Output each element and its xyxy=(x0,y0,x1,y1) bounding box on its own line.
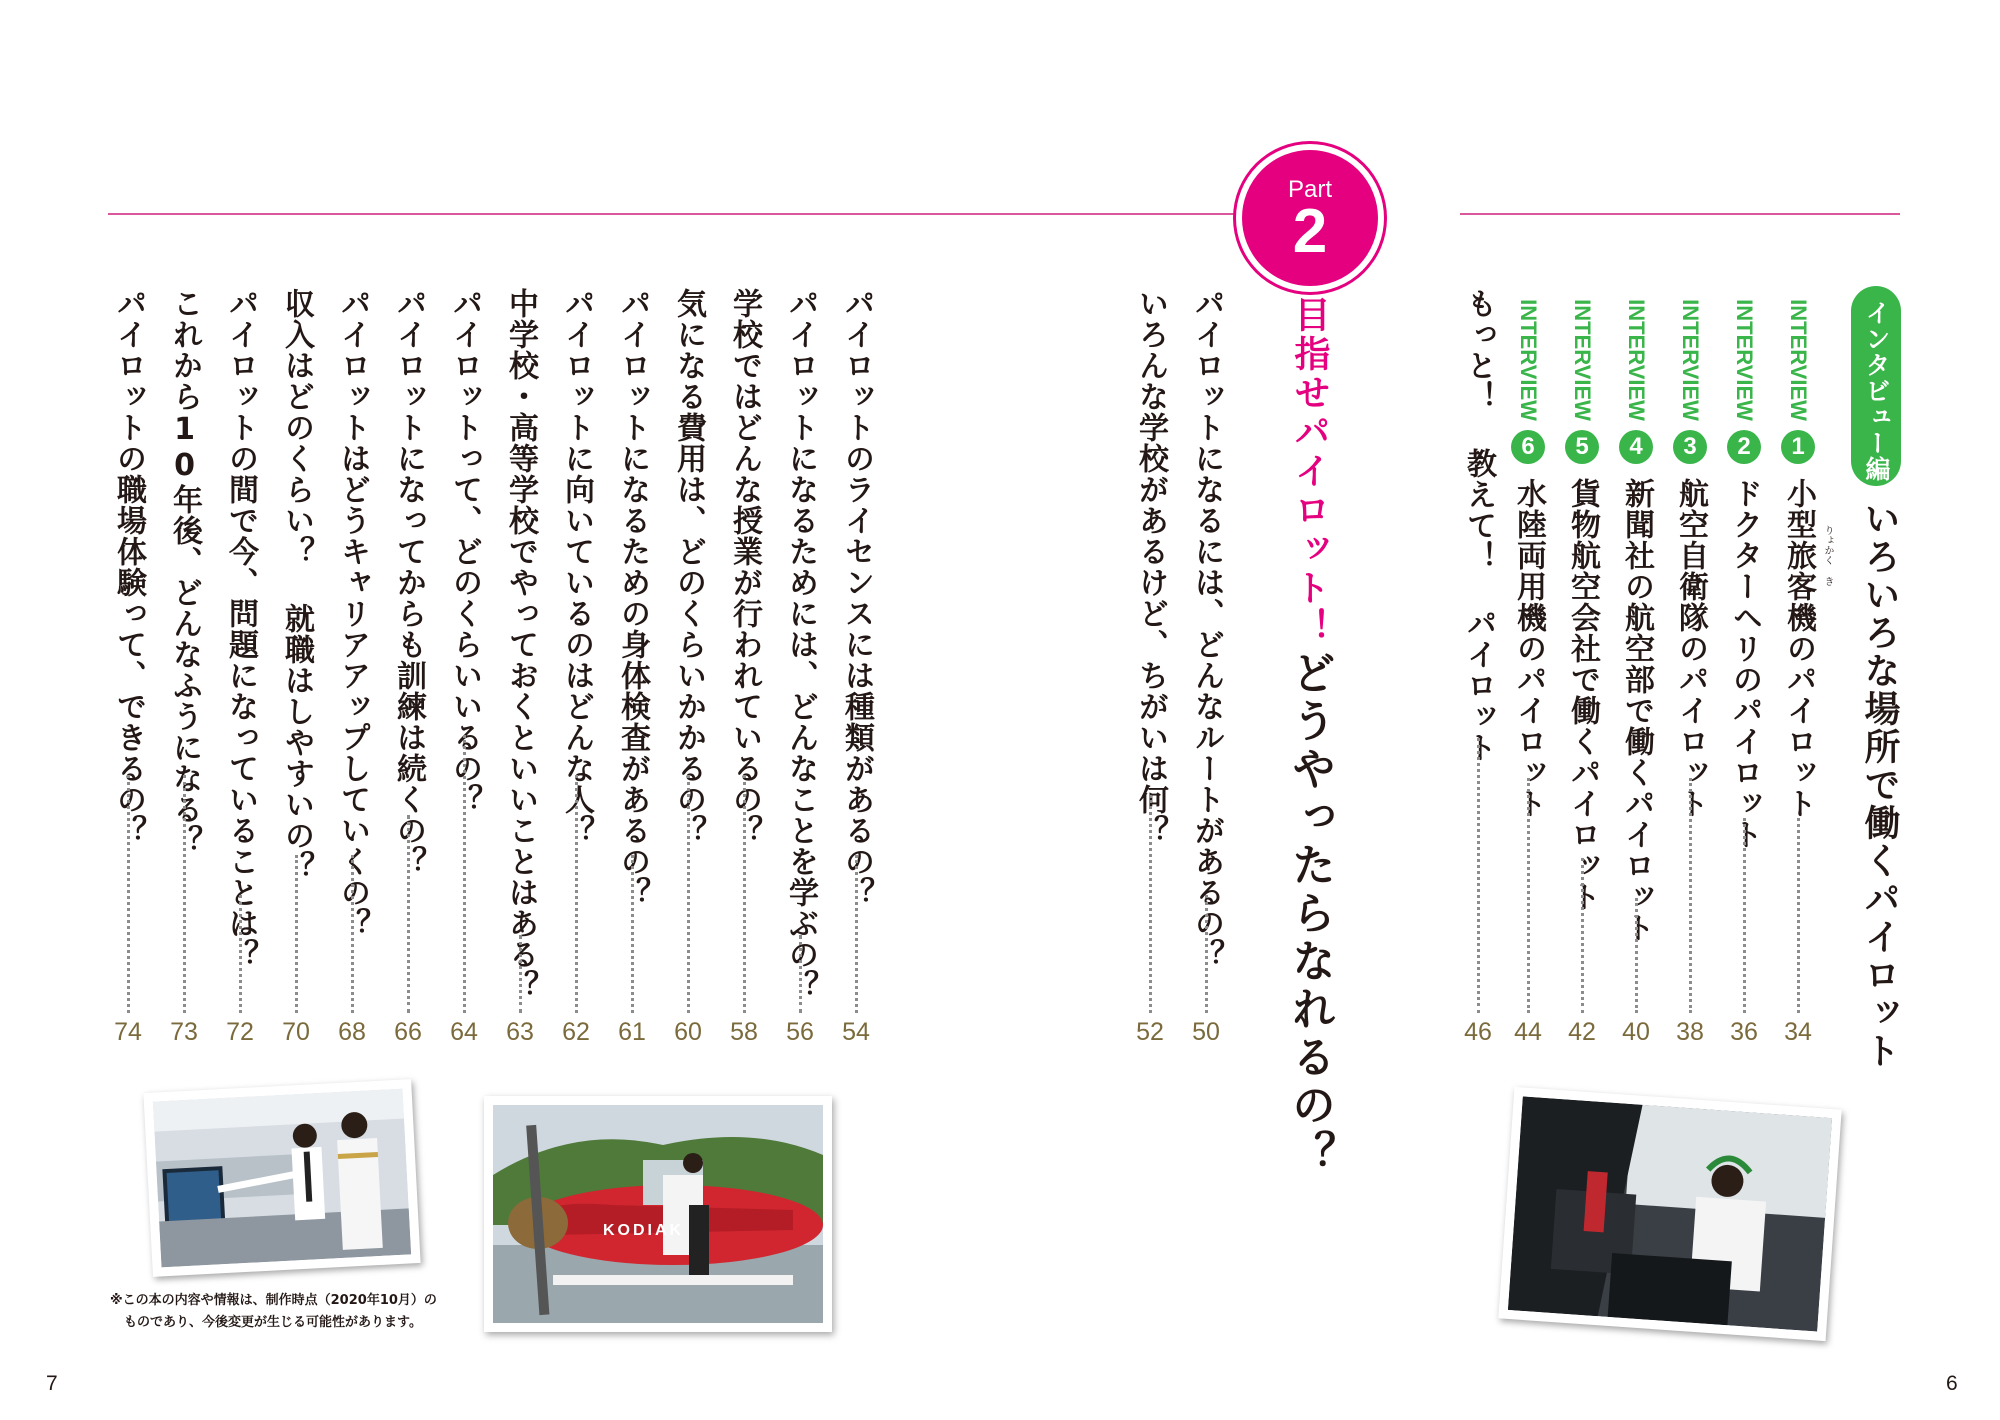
toc-leader xyxy=(463,735,466,1013)
toc-entry-title[interactable]: パイロットになってからも訓練は続くの？ xyxy=(391,288,426,877)
photo-classroom xyxy=(143,1079,420,1277)
toc-entry-title[interactable]: 収入はどのくらい？ 就職はしやすいの？ xyxy=(279,288,314,882)
toc-entry-title[interactable]: パイロットになるには、どんなルートがあるの？ xyxy=(1189,288,1224,970)
toc-page-number: 61 xyxy=(618,1018,646,1046)
cockpit-image xyxy=(1508,1096,1832,1331)
toc-page-number: 42 xyxy=(1568,1018,1596,1046)
toc-entry-title[interactable]: これから10年後、どんなふうになる？ xyxy=(167,288,202,856)
interview-entry-title[interactable]: 新聞社の航空部で働くパイロット xyxy=(1619,478,1654,943)
toc-leader xyxy=(575,775,578,1013)
toc-page-number: 38 xyxy=(1676,1018,1704,1046)
interview-label: INTERVIEW xyxy=(1786,299,1811,421)
toc-page-number: 74 xyxy=(114,1018,142,1046)
content-notice xyxy=(110,1290,437,1334)
interview-section-title: いろいろな場所で働くパイロット xyxy=(1859,500,1900,1070)
interview-number-badge: 3 xyxy=(1673,430,1707,464)
toc-entry-title[interactable]: パイロットの間で今、問題になっていることは？ xyxy=(223,288,258,970)
toc-page-number: 64 xyxy=(450,1018,478,1046)
toc-leader xyxy=(239,895,242,1013)
ruby-reading: りょかく き xyxy=(1822,525,1833,586)
photo-seaplane xyxy=(484,1096,832,1332)
interview-number-badge: 5 xyxy=(1565,430,1599,464)
left-rule xyxy=(108,213,1260,215)
toc-page-number: 70 xyxy=(282,1018,310,1046)
toc-leader xyxy=(1205,895,1208,1013)
interview-label: INTERVIEW xyxy=(1678,299,1703,421)
toc-page-number: 52 xyxy=(1136,1018,1164,1046)
toc-leader xyxy=(351,855,354,1013)
toc-entry-title[interactable]: パイロットに向いているのはどんな人？ xyxy=(559,288,594,846)
toc-page-number: 54 xyxy=(842,1018,870,1046)
plane-logo-text: KODIAK xyxy=(603,1222,685,1239)
part-number: 2 xyxy=(1292,197,1328,266)
toc-leader xyxy=(1635,898,1638,1013)
toc-page-number: 63 xyxy=(506,1018,534,1046)
toc-entry-title[interactable]: パイロットの職場体験って、できるの？ xyxy=(111,288,146,846)
interview-entry-title[interactable]: 水陸両用機のパイロット xyxy=(1511,478,1546,819)
toc-leader xyxy=(799,935,802,1013)
toc-entry-title[interactable]: パイロットになるための身体検査があるの？ xyxy=(615,288,650,908)
toc-leader xyxy=(687,775,690,1013)
interview-label: INTERVIEW xyxy=(1516,299,1541,421)
part-badge xyxy=(1236,144,1384,292)
toc-leader xyxy=(407,815,410,1013)
toc-page-number: 50 xyxy=(1192,1018,1220,1046)
interview-number-badge: 1 xyxy=(1781,430,1815,464)
toc-page-number: 62 xyxy=(562,1018,590,1046)
toc-page-number: 58 xyxy=(730,1018,758,1046)
toc-page-number: 56 xyxy=(786,1018,814,1046)
toc-leader xyxy=(1527,778,1530,1013)
toc-page-number: 60 xyxy=(674,1018,702,1046)
toc-entry-title[interactable]: パイロットになるためには、どんなことを学ぶの？ xyxy=(783,288,818,1001)
interview-entry-title[interactable]: 小型旅客機のパイロット xyxy=(1781,478,1816,819)
toc-leader xyxy=(1149,795,1152,1013)
toc-entry-title[interactable]: 学校ではどんな授業が行われているの？ xyxy=(727,288,762,846)
interview-number-badge: 6 xyxy=(1511,430,1545,464)
folio-right: 6 xyxy=(1946,1372,1958,1395)
interview-number-badge: 2 xyxy=(1727,430,1761,464)
interview-entry-title[interactable]: 貨物航空会社で働くパイロット xyxy=(1565,478,1600,912)
toc-leader xyxy=(631,855,634,1013)
toc-page-number: 66 xyxy=(394,1018,422,1046)
toc-entry-title[interactable]: パイロットって、どのくらいいるの？ xyxy=(447,288,482,815)
toc-leader xyxy=(183,775,186,1013)
toc-entry-title[interactable]: パイロットのライセンスには種類があるの？ xyxy=(839,288,874,908)
interview-label: INTERVIEW xyxy=(1732,299,1757,421)
toc-page-number: 73 xyxy=(170,1018,198,1046)
toc-page-number: 40 xyxy=(1622,1018,1650,1046)
interview-label: INTERVIEW xyxy=(1624,299,1649,421)
toc-entry-title[interactable]: 気になる費用は、どのくらいかかるの？ xyxy=(671,288,706,846)
toc-leader xyxy=(519,935,522,1013)
toc-page-number: 44 xyxy=(1514,1018,1542,1046)
toc-page-number: 34 xyxy=(1784,1018,1812,1046)
interview-label: INTERVIEW xyxy=(1570,299,1595,421)
seaplane-image xyxy=(493,1105,823,1323)
notice-line: ※この本の内容や情報は、制作時点（2020年10月）の xyxy=(110,1293,437,1308)
toc-entry-title[interactable]: パイロットはどうキャリアアップしていくの？ xyxy=(335,288,370,939)
classroom-image xyxy=(153,1089,411,1268)
toc-page-number: 36 xyxy=(1730,1018,1758,1046)
part-title-black: どうやったらなれるの？ xyxy=(1284,650,1335,1178)
toc-leader xyxy=(127,775,130,1013)
interview-number-badge: 4 xyxy=(1619,430,1653,464)
right-rule xyxy=(1460,213,1900,215)
part-label: Part xyxy=(1287,176,1332,203)
photo-cockpit xyxy=(1498,1087,1841,1341)
interview-entry-title[interactable]: ドクターヘリのパイロット xyxy=(1727,478,1762,850)
toc-page-number: 72 xyxy=(226,1018,254,1046)
interview-entry-title[interactable]: 航空自衛隊のパイロット xyxy=(1673,478,1708,819)
notice-line: ものであり、今後変更が生じる可能性があります。 xyxy=(124,1315,422,1330)
toc-leader xyxy=(855,855,858,1013)
folio-left: 7 xyxy=(46,1372,58,1395)
part-title-pink: 目指せパイロット！ xyxy=(1289,296,1330,647)
toc-leader xyxy=(1743,818,1746,1013)
interview-badge: インタビュー編 xyxy=(1851,286,1901,486)
toc-entry-title[interactable]: 中学校・高等学校でやっておくといいことはある？ xyxy=(503,288,538,1001)
toc-leader xyxy=(295,855,298,1013)
toc-leader xyxy=(743,775,746,1013)
toc-leader xyxy=(1689,778,1692,1013)
toc-page-number: 46 xyxy=(1464,1018,1492,1046)
toc-leader xyxy=(1797,818,1800,1013)
toc-page-number: 68 xyxy=(338,1018,366,1046)
toc-leader xyxy=(1477,738,1480,1013)
toc-entry-title[interactable]: いろんな学校があるけど、ちがいは何？ xyxy=(1133,288,1168,846)
toc-leader xyxy=(1581,858,1584,1013)
toc-entry-title[interactable]: もっと！ 教えて！ パイロット xyxy=(1461,288,1496,763)
